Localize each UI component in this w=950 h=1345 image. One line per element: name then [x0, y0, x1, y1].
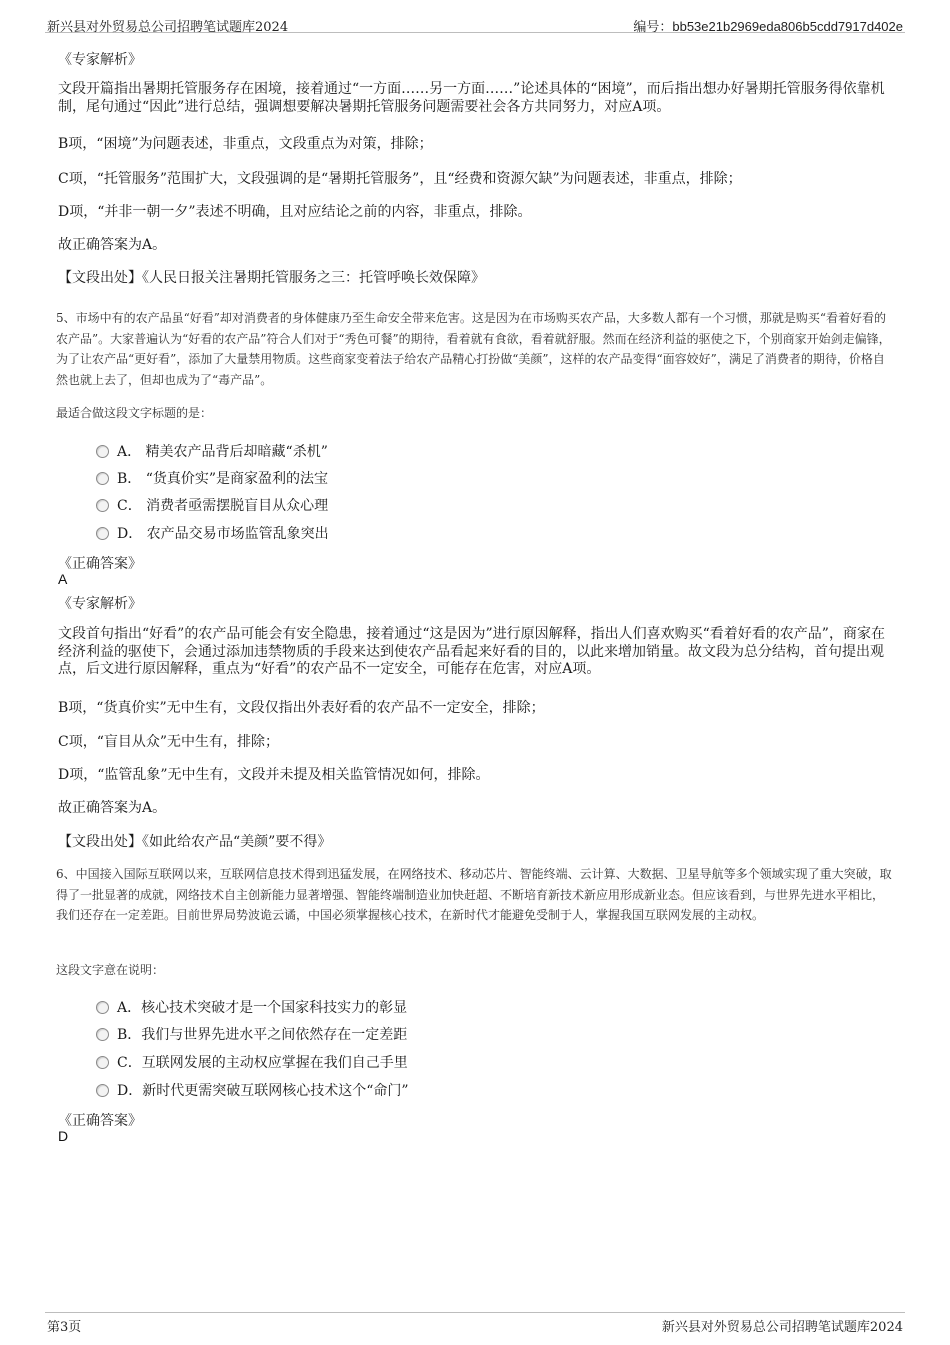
source-citation: 【文段出处】《如此给农产品“美颜”要不得》 — [58, 834, 332, 850]
option-label: D．新时代更需突破互联网核心技术这个“命门” — [117, 1083, 409, 1099]
footer-title: 新兴县对外贸易总公司招聘笔试题库2024 — [661, 1320, 903, 1335]
header-serial-number: 编号：bb53e21b2969eda806b5cdd7917d402e — [633, 19, 903, 34]
radio-button-icon[interactable] — [96, 1056, 109, 1069]
question-5-text: 5、市场中有的农产品虽“好看”却对消费者的身体健康乃至生命安全带来危害。这是因为在市场购买农产品，大多数人都有一个习惯，那就是购买“看着好看的农产品”。大家普遍认为“好看的农产品”符合人们对于“秀色可餐”的期待，看着就有食欲，看着就舒服。然而在经济利益的驱使之下，个别商家开始剑走偏锋，为了让农产品“更好看”，添加了大量禁用物质。这些商家变着法子给农产品精心打扮做“美颜”，这样的农产品变得“面容姣好”，满足了消费者的期待，价格自然也就上去了，但却也成为了“毒产品”。 — [56, 311, 891, 387]
question-6-option-d[interactable] — [96, 1080, 409, 1100]
expert-analysis-text: 文段开篇指出暑期托管服务存在困境，接着通过“一方面……另一方面……”论述具体的“困境”，而后指出想办好暑期托管服务得依靠机制，尾句通过“因此”进行总结，强调想要解决暑期托管服务问题需要社会各方共同努力，对应A项。 — [58, 81, 885, 115]
option-d-analysis: D项，“并非一朝一夕”表述不明确，且对应结论之前的内容，非重点，排除。 — [58, 204, 532, 220]
option-c-analysis: C项，“盲目从众”无中生有，排除； — [58, 734, 280, 750]
radio-button-icon[interactable] — [96, 1084, 109, 1097]
option-d-analysis: D项，“监管乱象”无中生有，文段并未提及相关监管情况如何，排除。 — [58, 767, 490, 783]
header-title: 新兴县对外贸易总公司招聘笔试题库2024 — [47, 20, 289, 35]
question-6-prompt: 这段文字意在说明： — [56, 963, 165, 977]
conclusion: 故正确答案为A。 — [58, 800, 167, 816]
expert-analysis-label: 《专家解析》 — [58, 596, 142, 612]
radio-button-icon[interactable] — [96, 527, 109, 540]
question-5-option-b[interactable] — [96, 468, 328, 488]
correct-answer-value: A — [58, 571, 68, 587]
question-6-option-b[interactable] — [96, 1024, 407, 1044]
correct-answer-label: 《正确答案》 — [58, 556, 142, 572]
question-6-option-c[interactable] — [96, 1052, 408, 1072]
correct-answer-value: D — [58, 1128, 69, 1144]
option-label: B．我们与世界先进水平之间依然存在一定差距 — [117, 1027, 408, 1043]
expert-analysis-text: 文段首句指出“好看”的农产品可能会有安全隐患，接着通过“这是因为”进行原因解释，指出人们喜欢购买“看着好看的农产品”，商家在经济利益的驱使下，会通过添加违禁物质的手段来达到使农产品看起来好看的目的，以此来增加销量。故文段为总分结构，首句提出观点，后文进行原因解释，重点为“好看”的农产品不一定安全，可能存在危害，对应A项。 — [58, 626, 885, 677]
conclusion: 故正确答案为A。 — [58, 237, 167, 253]
source-citation: 【文段出处】《人民日报关注暑期托管服务之三：托管呼唤长效保障》 — [58, 270, 485, 286]
page-number: 第3页 — [47, 1320, 82, 1335]
option-c-analysis: C项，“托管服务”范围扩大，文段强调的是“暑期托管服务”，且“经费和资源欠缺”为问题表述，非重点，排除； — [58, 171, 742, 187]
option-label: C． 消费者亟需摆脱盲目从众心理 — [117, 498, 329, 514]
page-footer — [45, 1312, 905, 1333]
option-label: D． 农产品交易市场监管乱象突出 — [117, 526, 329, 542]
radio-button-icon[interactable] — [96, 472, 109, 485]
question-5-option-c[interactable] — [96, 495, 328, 515]
correct-answer-label: 《正确答案》 — [58, 1113, 142, 1129]
radio-button-icon[interactable] — [96, 1028, 109, 1041]
question-5-option-d[interactable] — [96, 523, 329, 543]
question-6-text: 6、中国接入国际互联网以来，互联网信息技术得到迅猛发展，在网络技术、移动芯片、智能终端、云计算、大数据、卫星导航等多个领域实现了重大突破，取得了一批显著的成就，网络技术自主创新能力显著增强、智能终端制造业加快赶超、不断培育新技术新应用形成新业态。但应该看到，与世界先进水平相比，我们还存在一定差距。目前世界局势波诡云谲，中国必须掌握核心技术，在新时代才能避免受制于人，掌握我国互联网发展的主动权。 — [56, 867, 892, 922]
expert-analysis-label: 《专家解析》 — [58, 52, 142, 68]
option-label: C．互联网发展的主动权应掌握在我们自己手里 — [117, 1055, 408, 1071]
question-6-option-a[interactable] — [96, 997, 407, 1017]
radio-button-icon[interactable] — [96, 445, 109, 458]
option-label: A． 精美农产品背后却暗藏“杀机” — [117, 444, 328, 460]
option-label: B． “货真价实”是商家盈利的法宝 — [117, 471, 329, 487]
question-5-option-a[interactable] — [96, 441, 328, 461]
page-header — [45, 14, 905, 33]
option-b-analysis: B项，“货真价实”无中生有，文段仅指出外表好看的农产品不一定安全，排除； — [58, 700, 545, 716]
question-5-prompt: 最适合做这段文字标题的是： — [56, 406, 213, 420]
option-b-analysis: B项，“困境”为问题表述，非重点，文段重点为对策，排除； — [58, 136, 433, 152]
radio-button-icon[interactable] — [96, 499, 109, 512]
option-label: A．核心技术突破才是一个国家科技实力的彰显 — [117, 1000, 408, 1016]
radio-button-icon[interactable] — [96, 1001, 109, 1014]
